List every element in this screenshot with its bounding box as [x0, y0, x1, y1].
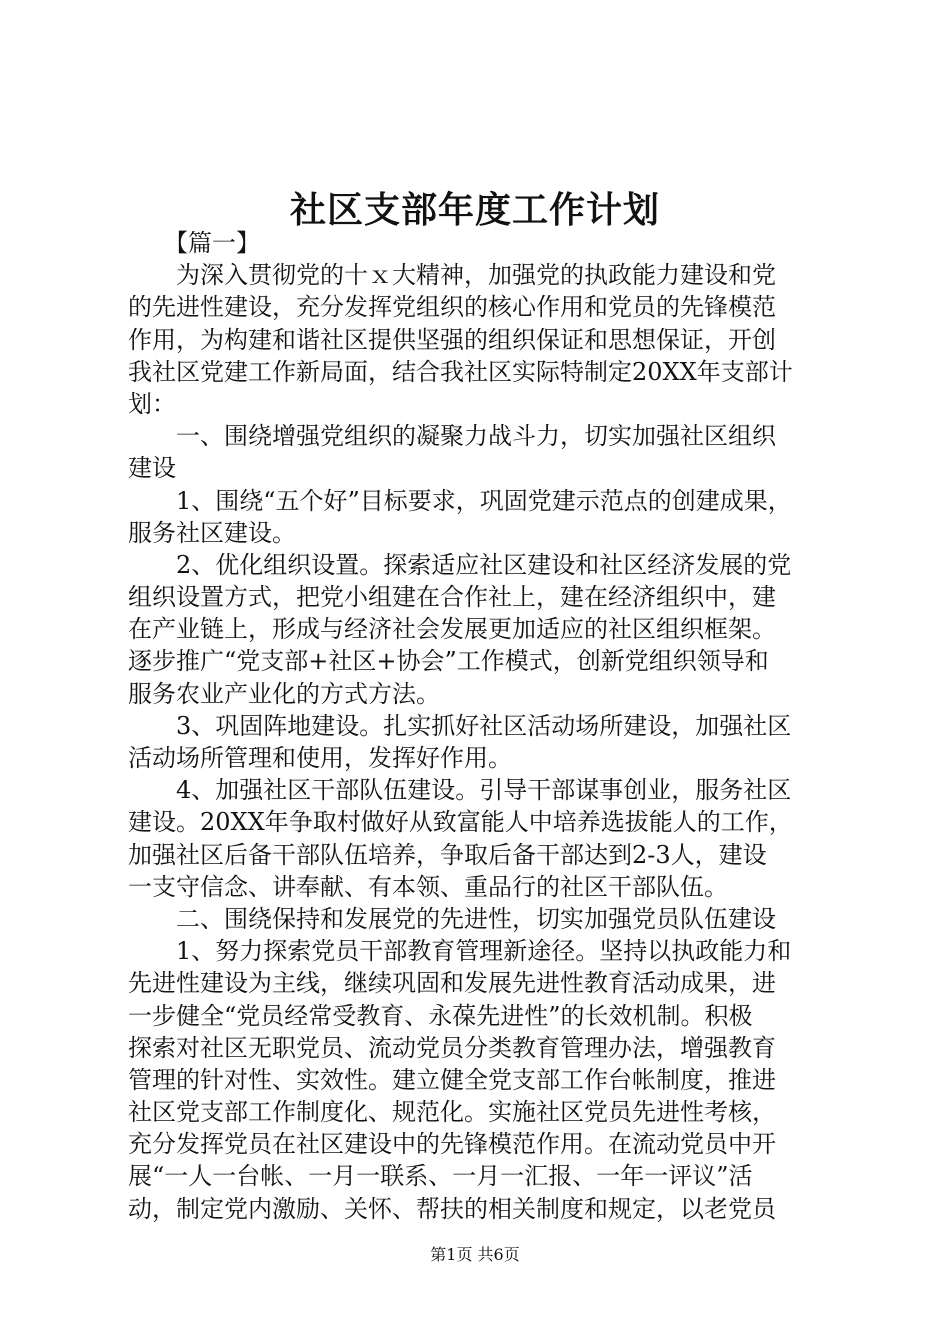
body-line: 为深入贯彻党的十ｘ大精神，加强党的执政能力建设和党 [128, 261, 776, 290]
body-line: 3、巩固阵地建设。扎实抓好社区活动场所建设，加强社区 [128, 711, 792, 740]
body-line: 加强社区后备干部队伍培养，争取后备干部达到2-3人，建设 [128, 840, 767, 869]
document-body [128, 227, 828, 1225]
body-line: 一步健全“党员经常受教育、永葆先进性”的长效机制。积极 [128, 1001, 753, 1030]
body-line: 作用，为构建和谐社区提供坚强的组织保证和思想保证，开创 [128, 325, 776, 354]
body-line: 管理的针对性、实效性。建立健全党支部工作台帐制度，推进 [128, 1065, 776, 1094]
page-footer: 第1页 共6页 [430, 1245, 520, 1264]
body-line: 服务社区建设。 [128, 518, 296, 547]
body-line: 的先进性建设，充分发挥党组织的核心作用和党员的先锋模范 [128, 293, 776, 322]
body-line: 动，制定党内激励、关怀、帮扶的相关制度和规定，以老党员 [128, 1194, 776, 1223]
body-line: 展“一人一台帐、一月一联系、一月一汇报、一年一评议”活 [128, 1162, 753, 1191]
body-line: 我社区党建工作新局面，结合我社区实际特制定20XX年支部计 [128, 357, 793, 386]
body-line: 建设 [128, 454, 176, 483]
body-line: 一支守信念、讲奉献、有本领、重品行的社区干部队伍。 [128, 872, 728, 901]
body-line: 4、加强社区干部队伍建设。引导干部谋事创业，服务社区 [128, 776, 792, 805]
body-line: 探索对社区无职党员、流动党员分类教育管理办法，增强教育 [128, 1033, 776, 1062]
body-line: 充分发挥党员在社区建设中的先锋模范作用。在流动党员中开 [128, 1130, 776, 1159]
body-line: 划： [128, 389, 176, 418]
document-title: 社区支部年度工作计划 [289, 189, 660, 231]
body-line: 一、围绕增强党组织的凝聚力战斗力，切实加强社区组织 [128, 422, 776, 451]
body-line: 【篇一】 [128, 229, 260, 257]
body-line: 逐步推广“党支部+社区+协会”工作模式，创新党组织领导和 [128, 647, 769, 676]
body-line: 2、优化组织设置。探索适应社区建设和社区经济发展的党 [128, 550, 792, 579]
body-line: 组织设置方式，把党小组建在合作社上，建在经济组织中，建 [128, 583, 776, 612]
body-line: 先进性建设为主线，继续巩固和发展先进性教育活动成果，进 [128, 969, 776, 998]
body-line: 1、围绕“五个好”目标要求，巩固党建示范点的创建成果， [128, 486, 792, 515]
body-line: 活动场所管理和使用，发挥好作用。 [128, 744, 512, 772]
body-line: 建设。20XX年争取村做好从致富能人中培养选拔能人的工作， [128, 808, 793, 837]
body-line: 1、努力探索党员干部教育管理新途径。坚持以执政能力和 [128, 937, 792, 966]
body-line: 在产业链上，形成与经济社会发展更加适应的社区组织框架。 [128, 615, 776, 644]
body-line: 二、围绕保持和发展党的先进性，切实加强党员队伍建设 [128, 904, 776, 933]
body-line: 服务农业产业化的方式方法。 [128, 679, 440, 708]
body-line: 社区党支部工作制度化、规范化。实施社区党员先进性考核， [128, 1098, 776, 1127]
